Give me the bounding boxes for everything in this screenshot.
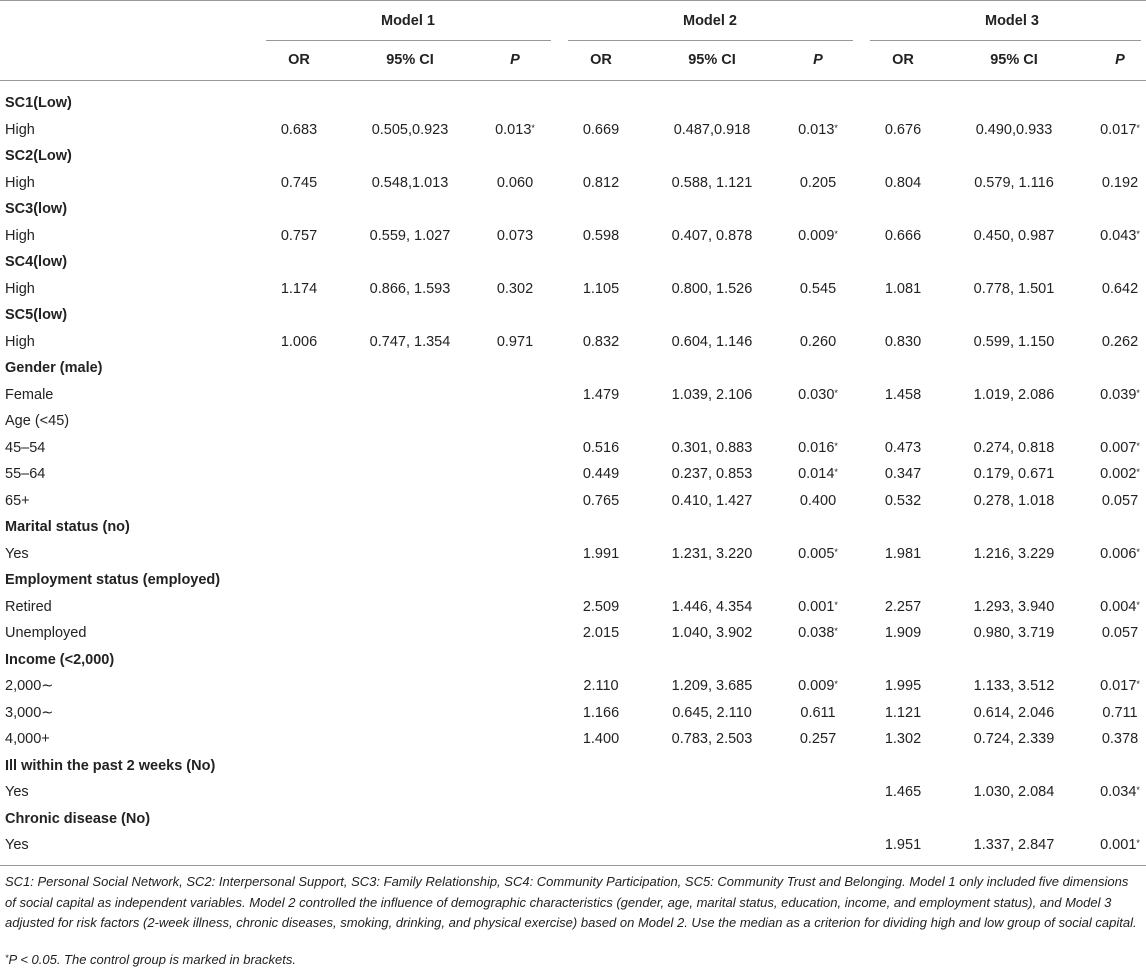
cell-or-m3: 1.951 [884,837,922,853]
cell-or-m2: 2.509 [582,598,620,615]
cell-p-m3: 0.192 [1101,174,1139,191]
cell-ci-m2: 1.231, 3.220 [671,545,753,562]
cell-or-m2: 0.449 [582,466,620,482]
model-3-underline [870,40,1141,41]
cell-ci-m2: 1.039, 2.106 [671,386,753,403]
cell-p-m2: 0.260 [799,333,837,350]
cell-p-m3: 0.017* [1100,121,1140,138]
cell-or-m1: 0.757 [280,227,318,244]
cell-ci-m3: 0.450, 0.987 [973,227,1055,244]
footnote-asterisk: * [5,953,9,963]
row-label: High [5,121,35,138]
table-footnote: SC1: Personal Social Network, SC2: Interpersonal Support, SC3: Family Relationship, SC4: Community Participation, SC5: Community Trust and Belonging. Model 1 only included five dimensions of social capital as independent variables. Model 2 controlled the influence of demographic characteristics (gender, age, marital status, education, income, and employment status), and Model 3 adjusted for risk factors (2-week illness, chronic diseases, smoking, drinking, and physical exercise) based on Model 2. Use the median as a criterion for dividing high and low group of social capital. [5,874,1137,930]
group-label: SC1(Low) [5,95,72,111]
group-label: Gender (male) [5,360,103,376]
row-label: Yes [5,837,29,853]
row-label: 65+ [5,492,30,509]
cell-or-m2: 1.991 [582,545,620,562]
row-label: 3,000∼ [5,704,54,721]
cell-or-m2: 2.015 [582,625,620,641]
cell-p-m3: 0.057 [1101,625,1139,641]
cell-ci-m1: 0.548,1.013 [371,174,449,191]
row-label: 2,000∼ [5,678,54,694]
cell-ci-m1: 0.559, 1.027 [369,227,451,244]
cell-p-m2: 0.009* [798,678,838,694]
row-label: Unemployed [5,625,87,641]
cell-ci-m2: 0.301, 0.883 [671,439,753,456]
cell-p-m3: 0.262 [1101,333,1139,350]
cell-p-m1: 0.013* [495,121,535,138]
cell-or-m2: 1.400 [582,731,620,747]
subheader-p-3: P [1115,52,1125,68]
cell-ci-m3: 0.614, 2.046 [973,704,1055,721]
cell-or-m3: 1.081 [884,280,922,297]
cell-ci-m3: 1.133, 3.512 [973,678,1055,694]
cell-or-m3: 2.257 [884,598,922,615]
group-label: Income (<2,000) [5,651,115,668]
cell-p-m3: 0.034* [1100,784,1140,800]
row-label: Age (<45) [5,413,70,429]
row-label: High [5,333,35,350]
model-2-underline [568,40,853,41]
cell-ci-m2: 0.604, 1.146 [671,333,753,350]
cell-or-m3: 0.676 [884,121,922,138]
cell-or-m3: 1.302 [884,731,922,747]
subheader-ci-1: 95% CI [386,52,434,68]
cell-or-m3: 0.830 [884,333,922,350]
cell-ci-m1: 0.866, 1.593 [369,280,451,297]
group-label: Employment status (employed) [5,572,221,588]
cell-p-m1: 0.971 [496,333,534,350]
cell-p-m3: 0.006* [1100,545,1140,562]
row-label: High [5,174,35,191]
row-label: Yes [5,545,29,562]
group-label: SC2(Low) [5,148,72,164]
cell-p-m3: 0.642 [1101,280,1139,297]
cell-ci-m3: 0.274, 0.818 [973,439,1055,456]
cell-p-m3: 0.057 [1101,492,1139,509]
cell-ci-m2: 0.588, 1.121 [671,174,753,191]
cell-or-m2: 1.479 [582,386,620,403]
cell-ci-m1: 0.747, 1.354 [369,333,451,350]
cell-p-m3: 0.378 [1101,731,1139,747]
subheader-or-1: OR [288,52,310,68]
significance-footnote [5,951,296,969]
cell-p-m3: 0.007* [1100,439,1140,456]
subheader-or-2: OR [590,52,612,68]
cell-ci-m2: 0.783, 2.503 [671,731,753,747]
row-label: High [5,280,35,297]
cell-p-m2: 0.257 [799,731,837,747]
cell-or-m3: 0.804 [884,174,922,191]
model-3-header: Model 3 [985,13,1039,29]
cell-or-m1: 1.006 [280,333,318,350]
cell-ci-m2: 1.209, 3.685 [671,678,753,694]
group-label: SC4(low) [5,254,68,270]
cell-p-m3: 0.017* [1100,678,1140,694]
cell-or-m2: 0.669 [582,121,620,138]
group-label: SC5(low) [5,307,68,323]
subheader-ci-2: 95% CI [688,52,736,68]
cell-p-m3: 0.039* [1100,386,1140,403]
cell-or-m3: 0.532 [884,492,922,509]
footnote-text: P < 0.05. The control group is marked in brackets. [8,952,296,967]
bottom-rule [0,865,1146,866]
cell-or-m2: 0.812 [582,174,620,191]
row-label: Yes [5,784,29,800]
model-1-underline [266,40,551,41]
cell-ci-m2: 0.410, 1.427 [671,492,753,509]
cell-ci-m3: 1.216, 3.229 [973,545,1055,562]
row-label: 45–54 [5,439,46,456]
group-label: Marital status (no) [5,519,130,535]
cell-ci-m2: 0.800, 1.526 [671,280,753,297]
cell-p-m2: 0.001* [798,598,838,615]
subheader-or-3: OR [892,52,914,68]
model-2-header: Model 2 [683,13,737,29]
cell-ci-m1: 0.505,0.923 [371,121,449,138]
cell-p-m1: 0.073 [496,227,534,244]
cell-p-m2: 0.005* [798,545,838,562]
cell-p-m2: 0.205 [799,174,837,191]
cell-p-m2: 0.016* [798,439,838,456]
cell-ci-m3: 1.337, 2.847 [973,837,1055,853]
cell-or-m2: 2.110 [583,678,619,694]
cell-ci-m2: 0.407, 0.878 [671,227,753,244]
cell-p-m3: 0.001* [1100,837,1140,853]
cell-or-m2: 0.832 [582,333,620,350]
cell-or-m3: 1.909 [884,625,922,641]
cell-p-m2: 0.009* [798,227,838,244]
cell-p-m3: 0.711 [1102,704,1138,721]
subheader-p-1: P [510,52,520,68]
cell-ci-m3: 0.599, 1.150 [973,333,1055,350]
cell-or-m2: 0.598 [582,227,620,244]
cell-p-m2: 0.013* [798,121,838,138]
cell-or-m1: 0.683 [280,121,318,138]
cell-or-m2: 0.765 [582,492,620,509]
cell-or-m1: 1.174 [280,280,318,297]
cell-ci-m3: 0.724, 2.339 [973,731,1055,747]
cell-p-m2: 0.038* [798,625,838,641]
cell-or-m3: 1.981 [884,545,922,562]
cell-or-m3: 0.347 [884,466,922,482]
row-label: Female [5,386,54,403]
row-label: Retired [5,598,52,615]
cell-ci-m2: 0.237, 0.853 [671,466,753,482]
top-rule [0,0,1146,1]
cell-ci-m3: 1.030, 2.084 [973,784,1055,800]
header-rule [0,80,1146,81]
cell-p-m1: 0.060 [496,174,534,191]
cell-or-m3: 1.995 [884,678,922,694]
cell-or-m2: 0.516 [582,439,620,456]
cell-p-m3: 0.043* [1100,227,1140,244]
cell-p-m3: 0.002* [1100,466,1140,482]
cell-ci-m3: 0.278, 1.018 [973,492,1055,509]
cell-or-m3: 0.473 [884,439,922,456]
cell-ci-m3: 0.490,0.933 [975,121,1053,138]
cell-or-m3: 1.458 [884,386,922,403]
cell-ci-m2: 1.040, 3.902 [671,625,753,641]
cell-ci-m2: 0.487,0.918 [673,121,751,138]
subheader-p-2: P [813,52,823,68]
cell-ci-m3: 1.019, 2.086 [973,386,1055,403]
cell-ci-m3: 0.778, 1.501 [973,280,1055,297]
cell-ci-m3: 0.980, 3.719 [973,625,1055,641]
cell-or-m2: 1.166 [582,704,620,721]
cell-ci-m2: 0.645, 2.110 [672,704,752,721]
group-label: Ill within the past 2 weeks (No) [5,757,216,774]
row-label: 4,000+ [5,731,50,747]
row-label: 55–64 [5,466,46,482]
cell-p-m2: 0.030* [798,386,838,403]
cell-ci-m3: 0.179, 0.671 [973,466,1055,482]
cell-p-m3: 0.004* [1100,598,1140,615]
cell-p-m2: 0.400 [799,492,837,509]
cell-p-m2: 0.014* [798,466,838,482]
cell-or-m1: 0.745 [280,174,318,191]
cell-or-m3: 1.465 [884,784,922,800]
cell-or-m2: 1.105 [582,280,620,297]
group-label: SC3(low) [5,201,68,217]
model-1-header: Model 1 [381,13,435,29]
cell-p-m2: 0.545 [799,280,837,297]
group-label: Chronic disease (No) [5,810,151,827]
cell-or-m3: 1.121 [884,704,922,721]
cell-p-m2: 0.611 [800,704,836,721]
cell-ci-m2: 1.446, 4.354 [671,598,753,615]
row-label: High [5,227,35,244]
cell-ci-m3: 1.293, 3.940 [973,598,1055,615]
subheader-ci-3: 95% CI [990,52,1038,68]
cell-ci-m3: 0.579, 1.116 [974,174,1054,191]
cell-or-m3: 0.666 [884,227,922,244]
cell-p-m1: 0.302 [496,280,534,297]
